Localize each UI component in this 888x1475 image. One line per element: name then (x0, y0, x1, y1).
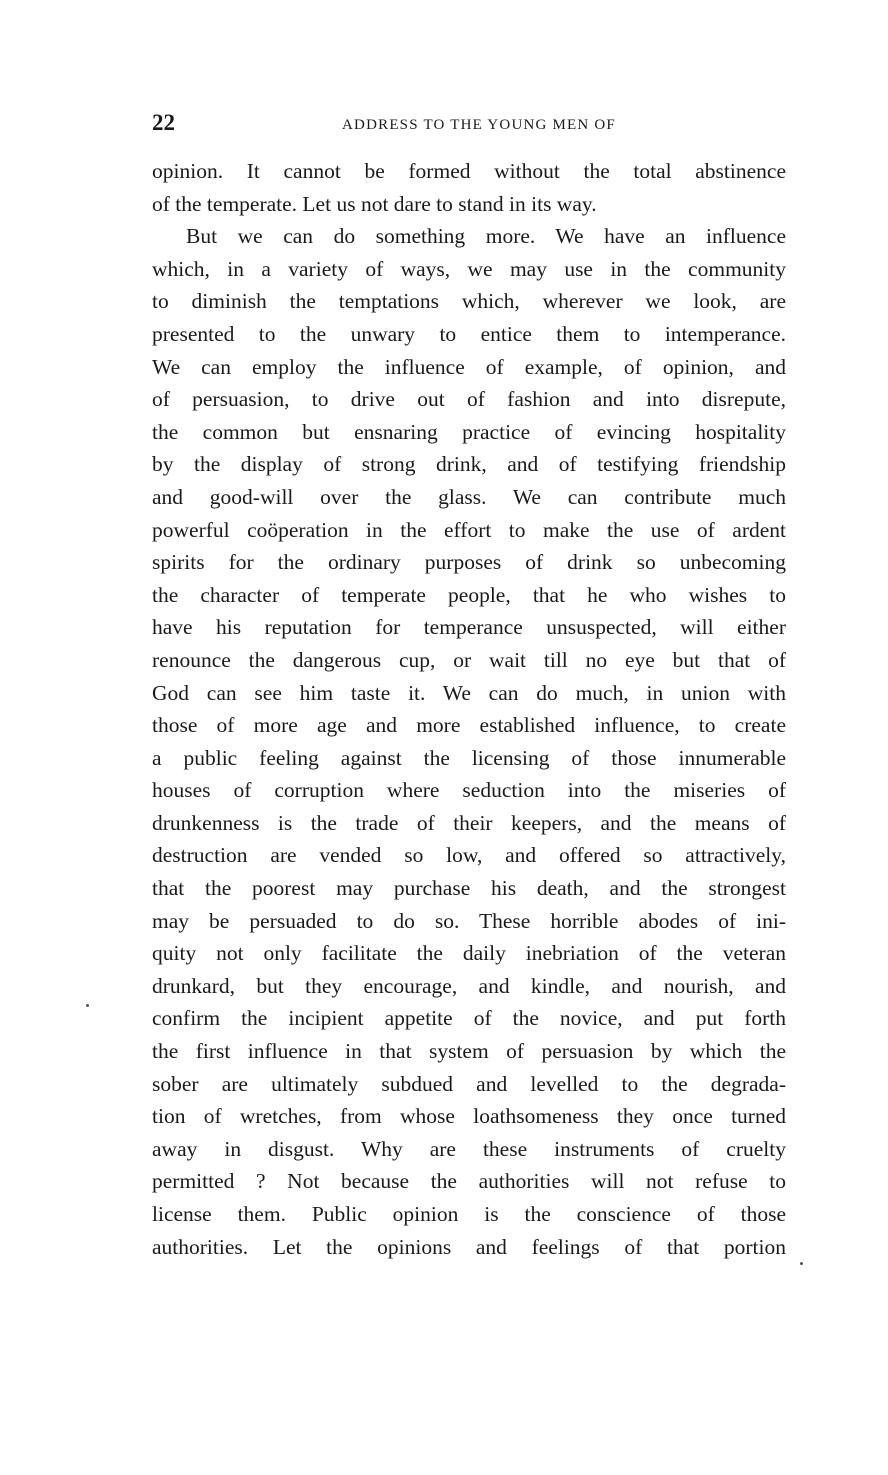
text-line: confirm the incipient appetite of the novice, and put forth (152, 1006, 786, 1031)
text-line: those of more age and more established influence, to create (152, 713, 786, 738)
text-line: But we can do something more. We have an influence (186, 224, 786, 249)
text-line: drunkard, but they encourage, and kindle, and nourish, and (152, 973, 786, 998)
text-line: of persuasion, to drive out of fashion and into disrepute, (152, 387, 786, 412)
text-line: the first influence in that system of persuasion by which the (152, 1039, 786, 1064)
text-line: We can employ the influence of example, of opinion, and (152, 354, 786, 379)
text-line: spirits for the ordinary purposes of drink so unbecoming (152, 550, 786, 575)
text-line: powerful coöperation in the effort to make the use of ardent (152, 517, 786, 542)
text-line: have his reputation for temperance unsuspected, will either (152, 615, 786, 640)
text-line: renounce the dangerous cup, or wait till no eye but that of (152, 647, 786, 672)
body-text (152, 155, 786, 1263)
text-line: the character of temperate people, that he who wishes to (152, 582, 786, 607)
text-line: a public feeling against the licensing of those innumerable (152, 745, 786, 770)
text-line: license them. Public opinion is the conscience of those (152, 1202, 786, 1226)
page-number: 22 (152, 110, 175, 135)
running-title: ADDRESS TO THE YOUNG MEN OF (342, 117, 616, 133)
text-line: away in disgust. Why are these instruments of cruelty (152, 1136, 786, 1161)
text-line: authorities. Let the opinions and feelings of that portion (152, 1234, 786, 1259)
text-line: God can see him taste it. We can do much, in union with (152, 680, 786, 705)
text-line: sober are ultimately subdued and levelled to the degrada- (152, 1071, 786, 1096)
text-line: permitted ? Not because the authorities will not refuse to (152, 1169, 786, 1194)
text-line: of the temperate. Let us not dare to stand in its way. (152, 191, 597, 216)
text-line: quity not only facilitate the daily inebriation of the veteran (152, 941, 786, 966)
text-line: to diminish the temptations which, wherever we look, are (152, 289, 786, 314)
text-line: and good-will over the glass. We can contribute much (152, 484, 786, 509)
scan-speck (800, 1262, 803, 1265)
text-line: which, in a variety of ways, we may use in the community (152, 256, 786, 281)
text-line: drunkenness is the trade of their keepers, and the means of (152, 810, 786, 835)
text-line: tion of wretches, from whose loathsomeness they once turned (152, 1104, 786, 1129)
text-line: destruction are vended so low, and offered so attractively, (152, 843, 786, 868)
text-line: the common but ensnaring practice of evincing hospitality (152, 419, 786, 444)
text-line: opinion. It cannot be formed without the total abstinence (152, 159, 786, 183)
scan-speck (86, 1004, 89, 1007)
text-line: houses of corruption where seduction into the miseries of (152, 778, 786, 803)
text-line: presented to the unwary to entice them to intemperance. (152, 321, 786, 346)
text-line: by the display of strong drink, and of testifying friendship (152, 452, 786, 477)
text-line: that the poorest may purchase his death, and the strongest (152, 876, 786, 901)
running-head (152, 108, 786, 138)
text-line: may be persuaded to do so. These horrible abodes of ini- (152, 908, 786, 933)
